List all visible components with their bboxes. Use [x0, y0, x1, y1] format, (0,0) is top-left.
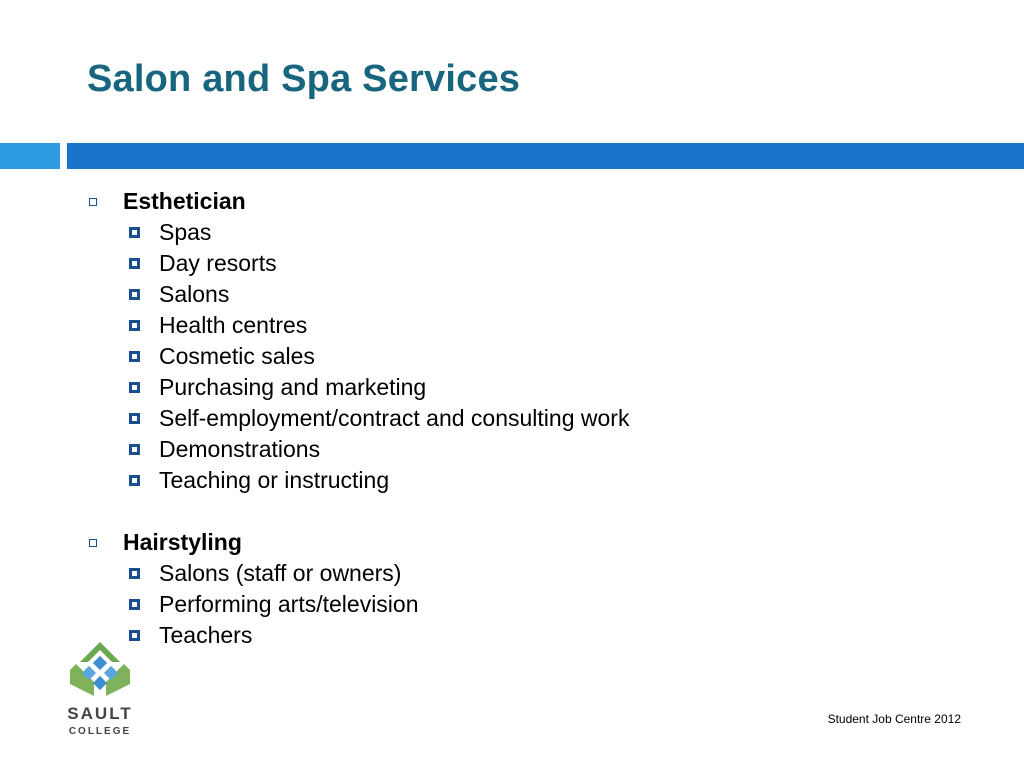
- college-emblem-icon: [62, 640, 138, 704]
- list-item-label: Teaching or instructing: [159, 467, 390, 493]
- list-item: [87, 248, 987, 279]
- list-item: [87, 310, 987, 341]
- logo-wordmark-line2: COLLEGE: [68, 726, 132, 737]
- list-item-label: Purchasing and marketing: [159, 374, 427, 400]
- filled-square-bullet-icon: [129, 382, 140, 393]
- square-bullet-icon: [89, 539, 97, 547]
- filled-square-bullet-icon: [129, 289, 140, 300]
- header-accent-bar-left: [0, 143, 60, 169]
- section-hairstyling: [87, 527, 987, 651]
- section-heading-label: Hairstyling: [123, 529, 242, 555]
- list-item-label: Health centres: [159, 312, 308, 338]
- list-item-label: Day resorts: [159, 250, 277, 276]
- filled-square-bullet-icon: [129, 444, 140, 455]
- list-item: [87, 465, 987, 496]
- list-item: [87, 372, 987, 403]
- list-item: [87, 558, 987, 589]
- section-esthetician: [87, 186, 987, 496]
- filled-square-bullet-icon: [129, 413, 140, 424]
- logo-wordmark-line1: SAULT: [67, 704, 133, 723]
- list-item: [87, 589, 987, 620]
- list-item: [87, 434, 987, 465]
- list-item: [87, 279, 987, 310]
- list-item-label: Cosmetic sales: [159, 343, 315, 369]
- list-item-label: Salons (staff or owners): [159, 560, 402, 586]
- section-heading: [87, 186, 987, 217]
- list-item-label: Performing arts/television: [159, 591, 419, 617]
- square-bullet-icon: [89, 198, 97, 206]
- filled-square-bullet-icon: [129, 475, 140, 486]
- list-item: [87, 620, 987, 651]
- list-item-label: Spas: [159, 219, 212, 245]
- list-item-label: Teachers: [159, 622, 253, 648]
- header-accent-bar-right: [67, 143, 1024, 169]
- filled-square-bullet-icon: [129, 599, 140, 610]
- slide-title: Salon and Spa Services: [87, 58, 521, 100]
- section-heading: [87, 527, 987, 558]
- list-item: [87, 217, 987, 248]
- filled-square-bullet-icon: [129, 568, 140, 579]
- list-item-label: Demonstrations: [159, 436, 321, 462]
- section-heading-label: Esthetician: [123, 188, 246, 214]
- list-item: [87, 403, 987, 434]
- filled-square-bullet-icon: [129, 227, 140, 238]
- filled-square-bullet-icon: [129, 320, 140, 331]
- list-item-label: Salons: [159, 281, 230, 307]
- filled-square-bullet-icon: [129, 258, 140, 269]
- filled-square-bullet-icon: [129, 351, 140, 362]
- bullet-list: [87, 186, 987, 682]
- college-logo: [62, 640, 138, 740]
- list-item-label: Self-employment/contract and consulting work: [159, 405, 630, 431]
- list-item: [87, 341, 987, 372]
- slide-footer: Student Job Centre 2012: [827, 712, 961, 726]
